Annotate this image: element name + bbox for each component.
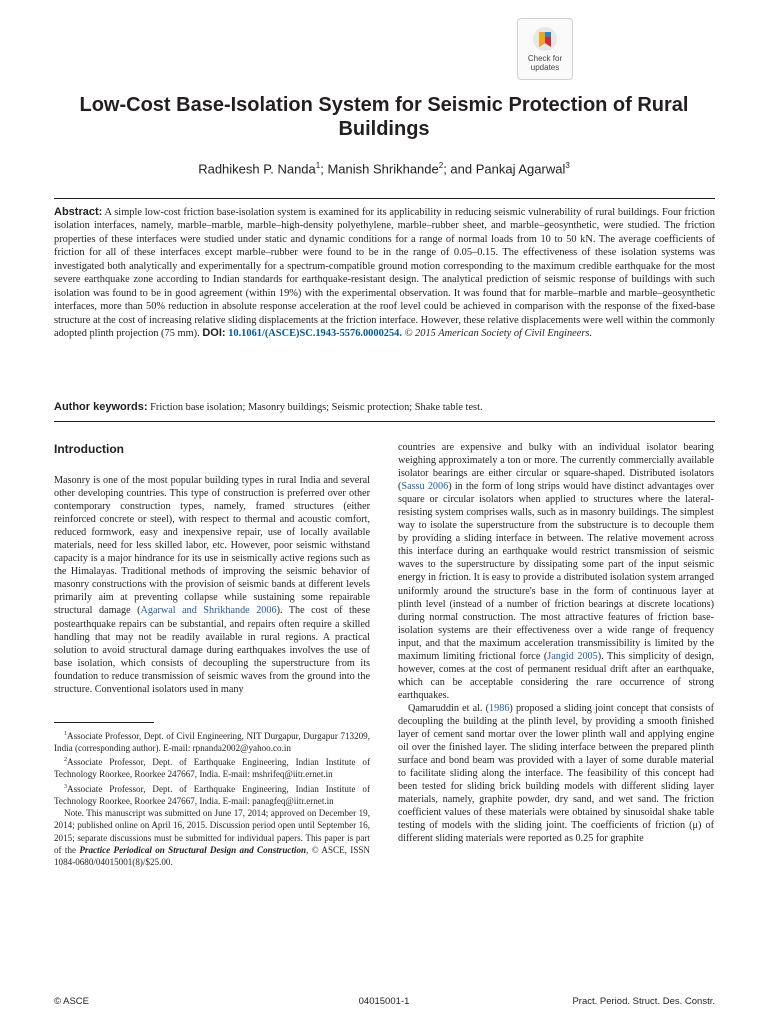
left-column: [54, 441, 370, 868]
intro-p2-text-b: ) in the form of long strips would have distinct advantages over square or circular isolators when applied to structures where the lateral-resisting system comprises walls, such as in masonry buildings. The simplest way to isolate the superstructure from the substructure is to decouple them by providing a sliding interface in between. The relative movement across this interface during an earthquake would restrict transmission of seismic waves to the superstructure by dissipating some part of the input seismic energy in friction. It is easy to provide a distributed isolation system arranged uniformly around the structure's base in the form of continuous layer at plinth level (instead of a number of friction bearings at discrete locations) during normal construction. The most attractive features of friction base-isolation systems are their effectiveness over a wide range of frequency input, and that the maximum acceleration transmissibility is limited by the maximum limiting frictional force (: [398, 481, 714, 662]
badge-line-2: updates: [530, 63, 560, 72]
footnote-3-text: Associate Professor, Dept. of Earthquake Engineering, Indian Institute of Technology Roorkee, Roorkee 247667, India. E-mail: panagfeq@iitr.ernet.in: [54, 783, 370, 806]
footnote-1-text: Associate Professor, Dept. of Civil Engineering, NIT Durgapur, Durgapur 713209, India (corresponding author). E-mail: rpnanda2002@yahoo.co.in: [54, 730, 370, 754]
keywords-label: Author keywords:: [54, 401, 148, 413]
footer-page-id: 04015001-1: [358, 996, 410, 1007]
intro-p2-text-c: ). This simplicity of design, however, comes at the cost of permanent residual drift after an earthquake, which can be acceptable considering the rare occurrence of strong earthquakes.: [398, 650, 714, 701]
author-line: [40, 158, 728, 177]
intro-paragraph-1: [54, 474, 370, 696]
check-for-updates-icon: [532, 25, 558, 53]
footer-copyright: © ASCE: [54, 996, 89, 1007]
citation-agarwal-shrikhande-2006[interactable]: Agarwal and Shrikhande 2006: [140, 605, 277, 617]
citation-jangid-2005[interactable]: Jangid 2005: [547, 650, 598, 662]
citation-qamaruddin-1986[interactable]: 1986: [489, 702, 510, 714]
footer-journal: Pract. Period. Struct. Des. Constr.: [572, 996, 715, 1007]
footnote-3-mark: 3: [64, 783, 67, 790]
intro-paragraph-3: [398, 702, 714, 846]
footnote-divider: [54, 722, 154, 723]
author-2: ; Manish Shrikhande: [320, 161, 439, 177]
check-for-updates-badge[interactable]: [517, 18, 573, 80]
footnote-2: [54, 754, 370, 780]
introduction-heading: Introduction: [54, 442, 124, 456]
author-1-mark: 1: [315, 161, 321, 170]
intro-paragraph-2: [398, 441, 714, 702]
footnote-1: [54, 728, 370, 754]
right-column: [398, 441, 714, 845]
footnote-2-text: Associate Professor, Dept. of Earthquake Engineering, Indian Institute of Technology Roorkee, Roorkee 247667, India. E-mail: mshrifeq@iitr.ernet.in: [54, 757, 370, 780]
journal-name: Practice Periodical on Structural Design and Construction: [79, 844, 307, 855]
footnote-2-mark: 2: [64, 757, 67, 764]
author-3: ; and Pankaj Agarwal: [443, 161, 566, 177]
doi-label: DOI:: [202, 327, 226, 340]
intro-p2-text-a: countries are expensive and bulky with an individual isolator bearing weighing approximately a ton or more. The currently commercially available isolator bearings are either circular or square-shaped. Distributed isolators (: [398, 442, 714, 493]
submission-note: [54, 807, 370, 868]
footnote-3: [54, 781, 370, 807]
intro-p3-text-a: Qamaruddin et al. (: [408, 702, 490, 714]
intro-p1-text-b: ). The cost of these postearthquake repairs can be substantial, and repairs often require a skilled handling that may not be readily available in rural regions. A practical solution to avoid structural damage during earthquakes involves the use of base isolation, which consists of decoupling the superstructure from its foundation to reduce transmission of seismic waves from the ground into the structure. Conventional isolators used in many: [54, 605, 370, 695]
footnotes: [54, 728, 370, 868]
citation-sassu-2006[interactable]: Sassu 2006: [401, 481, 449, 493]
badge-line-1: Check for: [527, 54, 563, 63]
author-1: Radhikesh P. Nanda: [198, 161, 316, 177]
abstract: [54, 206, 715, 341]
doi-link[interactable]: 10.1061/(ASCE)SC.1943-5576.0000254.: [228, 328, 402, 340]
article-title: Low-Cost Base-Isolation System for Seismic Protection of Rural Buildings: [79, 94, 689, 140]
keywords-text: Friction base isolation; Masonry buildings; Seismic protection; Shake table test.: [150, 402, 483, 413]
author-2-mark: 2: [438, 161, 444, 170]
abstract-text: A simple low-cost friction base-isolation system is examined for its applicability in reducing seismic vulnerability of rural buildings. Four friction isolation interfaces, namely, marble–marble, marble–high-density polyethylene, marble–rubber sheet, and marble–geosynthetic, were studied. The friction properties of these interfaces were studied under static and dynamic conditions for a range of normal loads from 10 to 50 kN. The average coefficients of friction for all of these interfaces except marble–rubber were found to be in the range of 0.05–0.15. The effectiveness of these isolation systems was investigated both analytically and experimentally for a spectrum-compatible ground motion corresponding to the maximum credible earthquake for the most severe earthquake zone according to Indian standards for earthquake-resistant design. The analytical prediction of seismic response of buildings with such isolation was found to be in good agreement (within 19%) with the experimental observation. It was found that for marble–marble and marble–geosynthetic interfaces, more than 50% reduction in absolute response acceleration at the roof level could be achieved in comparison with the response of the fixed-base structure at the cost of increasing relative sliding displacements at the friction interface. However, these relative displacements were well within the commonly adopted plinth projection (75 mm).: [54, 207, 715, 340]
author-keywords: [54, 400, 715, 415]
intro-p3-text-b: ) proposed a sliding joint concept that consists of decoupling the building at the plinth level, by providing a smooth finished layer of cement sand mortar over the lower plinth wall and applying engine oil over the finished layer. The sliding interface between the prepared plinth surface and bond beam was provided with a layer of some durable material to facilitate sliding along the interface. The feasibility of this concept had been tested for sliding brick building models with different sliding layer materials, namely, graphite powder, dry sand, and wet sand. The friction coefficient values of these materials were obtained by sinusoidal shake table testing of models with the sliding joint. The coefficients of friction (μ) of different sliding materials were reported as 0.25 for graphite: [398, 702, 714, 845]
submission-note-text-b: , © ASCE, ISSN 1084-0680/04015001(8)/$25.00.: [54, 844, 371, 867]
abstract-label: Abstract:: [54, 206, 103, 218]
keywords-bottom-divider: [54, 421, 715, 422]
intro-p1-text-a: Masonry is one of the most popular building types in rural India and several other developing countries. This type of construction is preferred over other contemporary construction types, namely, framed structures (either reinforced concrete or steel), with respect to thermal and acoustic comfort, reduced formwork, easy and inexpensive repair, use of locally available materials, need for less skilled labor, etc. However, poor seismic withstand capacity is a major hindrance for its use in seismically active regions such as the Himalayas. Traditional methods of improving the seismic behavior of masonry constructions with the provision of seismic bands at different levels primarily aim at preventing collapse while sustaining some repairable structural damage (: [54, 475, 370, 617]
submission-note-text-a: Note. This manuscript was submitted on June 17, 2014; approved on December 19, 2014; published online on April 16, 2015. Discussion period open until September 16, 2015; separate discussions must be submitted for individual papers. This paper is part of the: [54, 808, 370, 855]
footnote-1-mark: 1: [64, 730, 67, 737]
abstract-copyright: © 2015 American Society of Civil Engineers.: [404, 328, 593, 340]
abstract-top-divider: [54, 198, 715, 199]
author-3-mark: 3: [565, 161, 570, 170]
